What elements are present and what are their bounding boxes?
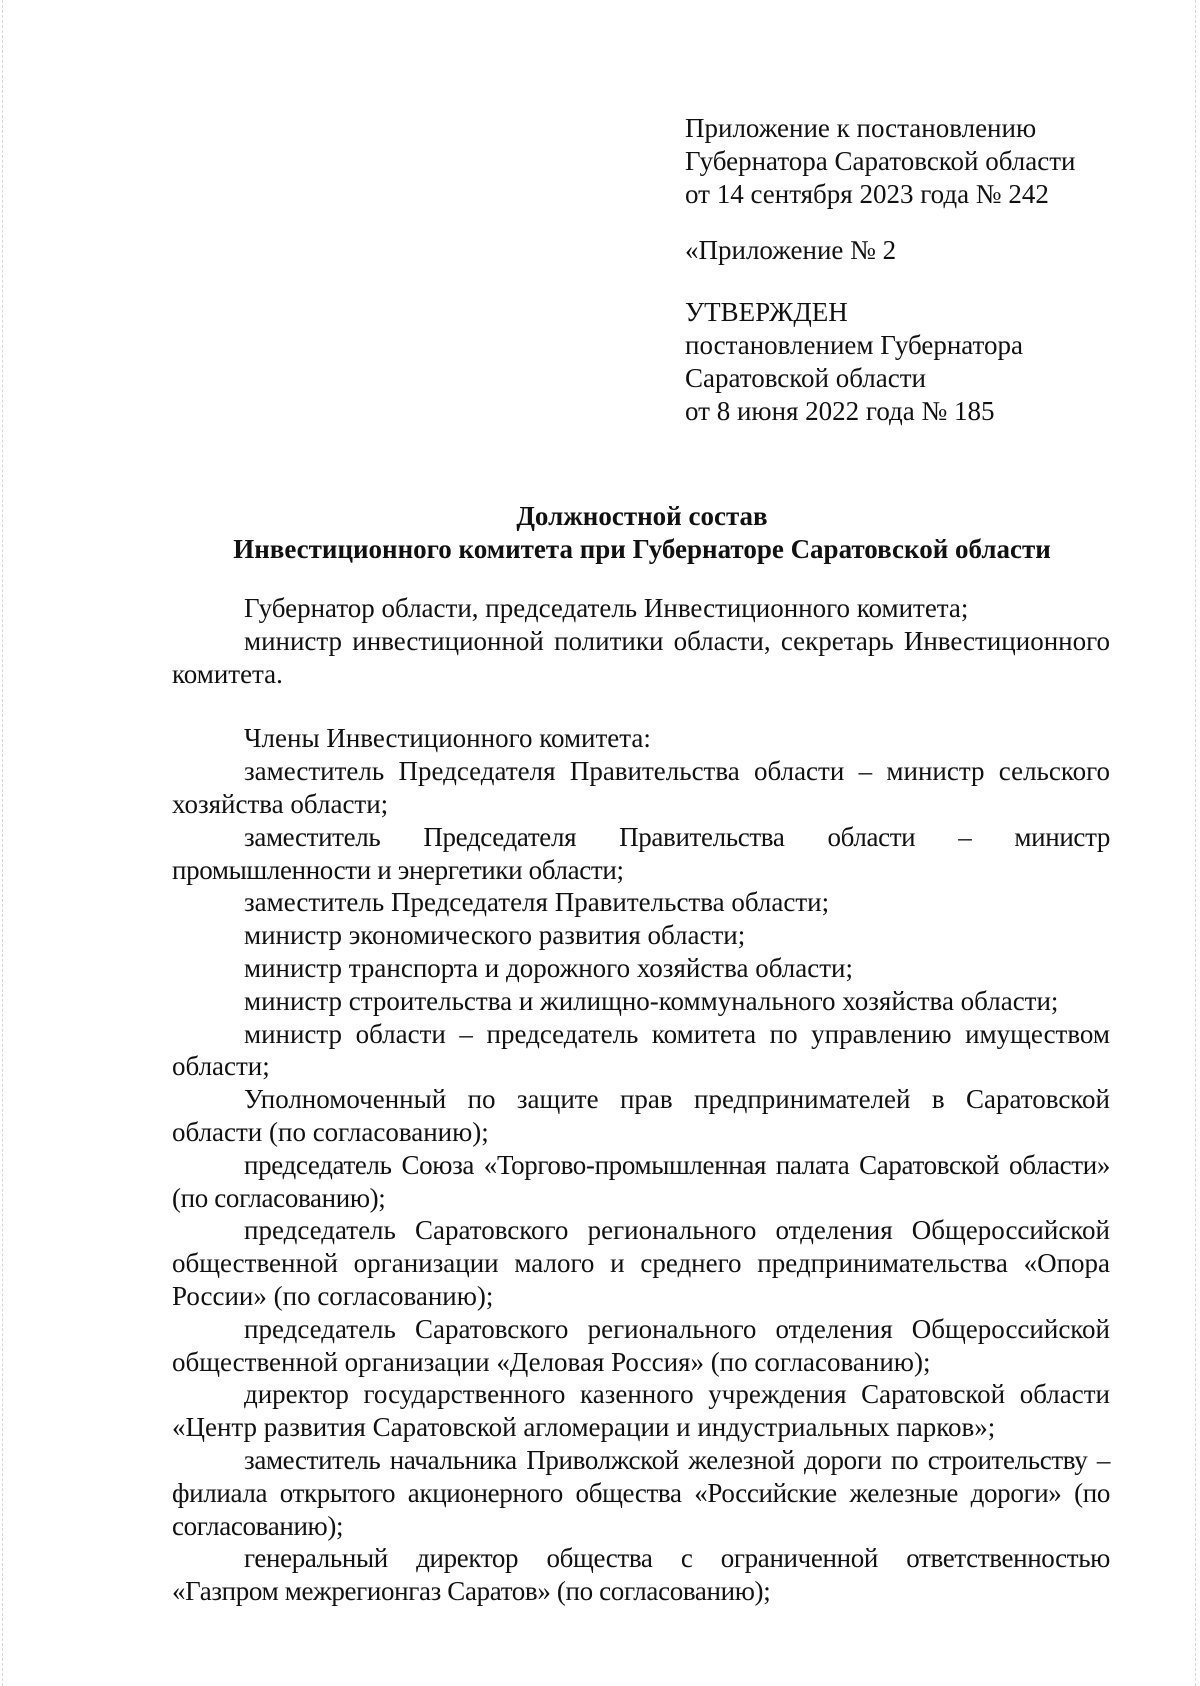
member-item: министр области – председатель комитета по управлению имуществом области; bbox=[172, 1018, 1110, 1082]
member-item: заместитель Председателя Правительства области; bbox=[244, 887, 830, 918]
scan-edge-left bbox=[2, 0, 6, 1686]
leadership-item: министр инвестиционной политики области, секретарь Инвестиционного комитета. bbox=[172, 625, 1110, 689]
appendix-number: «Приложение № 2 bbox=[685, 235, 897, 265]
member-item: заместитель начальника Приволжской железной дороги по строительству – филиала открытого акционерного общества «Российские железные дороги» (по согласованию); bbox=[172, 1444, 1110, 1541]
member-item: председатель Саратовского регионального отделения Общероссийской общественной организации малого и среднего предпринимательства «Опора России» (по согласованию); bbox=[172, 1215, 1110, 1311]
appendix-header bbox=[685, 112, 1155, 428]
scan-edge-right bbox=[1192, 0, 1196, 1686]
member-item: заместитель Председателя Правительства области – министр промышленности и энергетики области; bbox=[172, 821, 1110, 885]
member-item: министр экономического развития области; bbox=[244, 920, 746, 951]
member-item: Уполномоченный по защите прав предпринимателей в Саратовской области (по согласованию); bbox=[172, 1084, 1110, 1147]
approved-line: постановлением Губернатора bbox=[685, 330, 1023, 360]
member-item: директор государственного казенного учреждения Саратовской области «Центр развития Саратовской агломерации и индустриальных парков»; bbox=[172, 1379, 1110, 1443]
approved-label: УТВЕРЖДЕН bbox=[685, 297, 848, 327]
member-item: министр строительства и жилищно-коммунального хозяйства области; bbox=[244, 985, 1059, 1016]
appendix-date: от 14 сентября 2023 года № 242 bbox=[685, 179, 1049, 209]
member-item: заместитель Председателя Правительства области – министр сельского хозяйства области; bbox=[172, 756, 1110, 819]
members-heading: Члены Инвестиционного комитета: bbox=[244, 723, 651, 754]
appendix-line: Губернатора Саратовской области bbox=[685, 146, 1076, 176]
appendix-line: Приложение к постановлению bbox=[685, 113, 1037, 143]
title-line: Должностной состав bbox=[516, 501, 768, 531]
document-body bbox=[172, 592, 1110, 1608]
leadership-item: Губернатор области, председатель Инвестиционного комитета; bbox=[244, 593, 969, 623]
approved-date: от 8 июня 2022 года № 185 bbox=[685, 396, 995, 426]
approved-line: Саратовской области bbox=[685, 363, 926, 393]
document-title bbox=[120, 500, 1164, 566]
member-item: генеральный директор общества с ограниченной ответственностью «Газпром межрегионгаз Саратов» (по согласованию); bbox=[172, 1543, 1110, 1607]
member-item: председатель Союза «Торгово-промышленная палата Саратовской области» (по согласованию); bbox=[172, 1149, 1110, 1213]
member-item: председатель Саратовского регионального отделения Общероссийской общественной организации «Деловая Россия» (по согласованию); bbox=[172, 1313, 1110, 1377]
title-line: Инвестиционного комитета при Губернаторе Саратовской области bbox=[233, 534, 1051, 564]
member-item: министр транспорта и дорожного хозяйства области; bbox=[244, 952, 853, 983]
